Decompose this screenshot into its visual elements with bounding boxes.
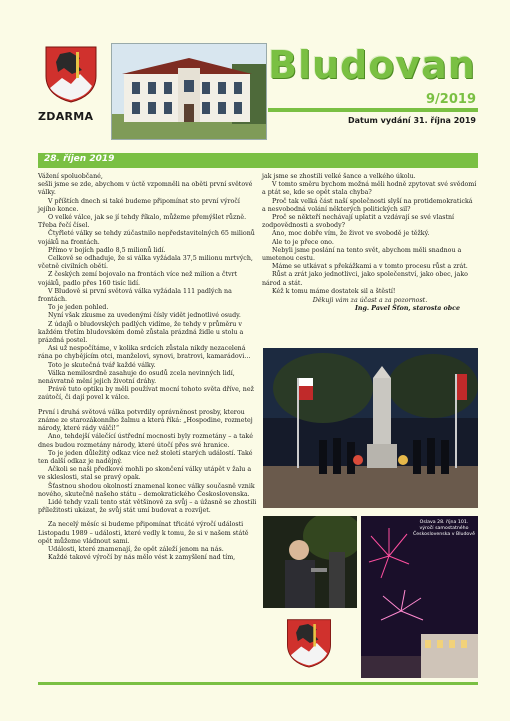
paragraph: jak jsme se zhostili velké šance a velkého úkolu. [262,173,416,180]
article-column-right [262,173,478,313]
municipal-crest-icon [42,44,100,104]
municipal-crest-bottom-icon [284,612,334,674]
paragraph: Z českých zemí bojovalo na frontách více než milion a čtvrt vojáků, padlo přes 160 tisíc lidí. [38,271,238,287]
paragraph: V příštích dnech si také budeme připomínat sto první výročí jejího konce. [38,197,240,213]
ceremony-photo [263,348,478,508]
footer-rule [38,682,478,685]
speaker-photo [263,516,357,608]
paragraph: To je jeden pohled. [48,304,109,312]
town-hall-photo [111,43,267,140]
paragraph: Události, které znamenají, že opět záleží jenom na nás. [48,545,224,553]
distribution-note: ZDARMA [38,110,94,123]
paragraph: Nebyli jsme poslání na tento svět, abychom měli snadnou a umetenou cestu. [262,246,462,263]
paragraph: Proč tak velká část naší společnosti slyší na protidemokratická a nesvobodná volání některých politických sil? [262,197,473,213]
paragraph: Z údajů o bludovských padlých vidíme, že tehdy v průměru v každém třetím bludovském domě zůstala prázdná židle u stolu a prázdná postel. [38,320,244,345]
paragraph: Každé takové výročí by nás mělo vést k zamyšlení nad tím, [48,554,236,562]
paragraph: V tomto směru bychom možná měli hodně zpytovat své svědomí a ptát se, kde se opět stala chyba? [262,181,477,197]
paragraph: To je jeden důležitý odkaz více než století starých událostí. Také ten další odkaz je nadějný. [38,449,253,465]
paragraph: Válka nemilosrdně zasahuje do osudů zcela nevinných lidí, nenávratně mění jejich životní dráhy. [38,369,235,386]
paragraph: Ano, moc dobře vím, že život ve svobodě je těžký. [272,230,430,238]
paragraph: Růst a zrát jako jednotlivci, jako společenství, jako obec, jako národ a stát. [262,271,468,287]
article-column-right-body [262,173,478,296]
section-title: 28. říjen 2019 [44,154,115,164]
paragraph: Ale to je přece ono. [272,238,334,246]
paragraph: Asi už nespočítáme, v kolika srdcích zůstala nikdy nezacelená rána po chybějícím otci, manželovi, synovi, bratrovi, kamarádovi… [38,345,251,361]
paragraph: Právě tuto optiku by měli používat mocní tohoto světa dříve, než zaútočí, či dají povel k válce. [38,386,254,402]
paragraph: Máme se utkávat s překážkami a v tomto procesu růst a zrát. [272,263,468,271]
newsletter-masthead: Bludovan [268,43,476,87]
paragraph: První i druhá světová válka potvrdily oprávněnost prosby, kterou známe ze starozákonního žalmu a která říká: „Hospodine, rozmetej národy, které rády válčí!“ [38,408,253,433]
paragraph: Lidé tehdy vzali tento stát většinově za svůj – a úžasně se zhostili příležitosti ukázat, že svůj stát umí budovat a rozvíjet. [38,498,257,515]
paragraph: Přímo v bojích padlo 8,5 milionů lidí. [48,246,166,254]
article-column-left [38,173,258,562]
paragraph: O velké válce, jak se jí tehdy říkalo, můžeme přemýšlet různě. Třeba řečí čísel. [38,214,247,230]
paragraph: sešli jsme se zde, abychom v úctě vzpomněli na oběti první světové války. [38,181,253,197]
issue-date: Datum vydání 31. října 2019 [348,116,476,125]
paragraph: Ačkoli se naši předkové mohli po skončení války utápět v žalu a ve skleslosti, stal se pravý opak. [38,466,252,482]
fireworks-photo [361,516,478,678]
paragraph: Kéž k tomu máme dostatek sil a štěstí! [272,287,396,295]
paragraph: Čtyřleté války se tehdy zúčastnilo nepředstavitelných 65 milionů vojáků na frontách. [38,230,255,246]
paragraph: Nyní však zkusme za uvedenými čísly vidět jednotlivé osudy. [48,312,241,320]
paragraph: Vážení spoluobčané, [38,173,103,180]
issue-number: 9/2019 [426,92,476,107]
paragraph: Toto je skutečná tvář každé války. [48,361,156,369]
paragraph: Za necelý měsíc si budeme připomínat třicáté výročí události Listopadu 1989 – události, které vedly k tomu, že si v našem státě opět můžeme vládnout sami. [38,521,249,545]
closing-quote: Děkuji vám za účast a za pozornost. [312,297,428,305]
paragraph: Šťastnou shodou okolností znamenal konec války současně vznik nového, skutečně našeho státu – demokratického Československa. [38,482,255,498]
paragraph: Celkově se odhaduje, že si válka vyžádala 37,5 milionu mrtvých, včetně civilních obětí. [38,255,253,271]
photo-caption: Oslava 28. října 101. výročí samostatného Československa v Bludově [413,520,475,537]
author-signature: Ing. Pavel Šťon, starosta obce [354,305,460,313]
paragraph: Proč se někteří nechávají uplatit a vzdávají se své vlastní zodpovědnosti a svobody? [262,214,455,230]
paragraph: Ano, tehdejší válečící ústřední mocnosti byly rozmetány – a také dnes budou rozmetány národy, které útočí přes své hranice. [38,433,253,449]
paragraph: V Bludově si první světová válka vyžádala 111 padlých na frontách. [38,287,232,304]
masthead-rule [268,108,478,112]
